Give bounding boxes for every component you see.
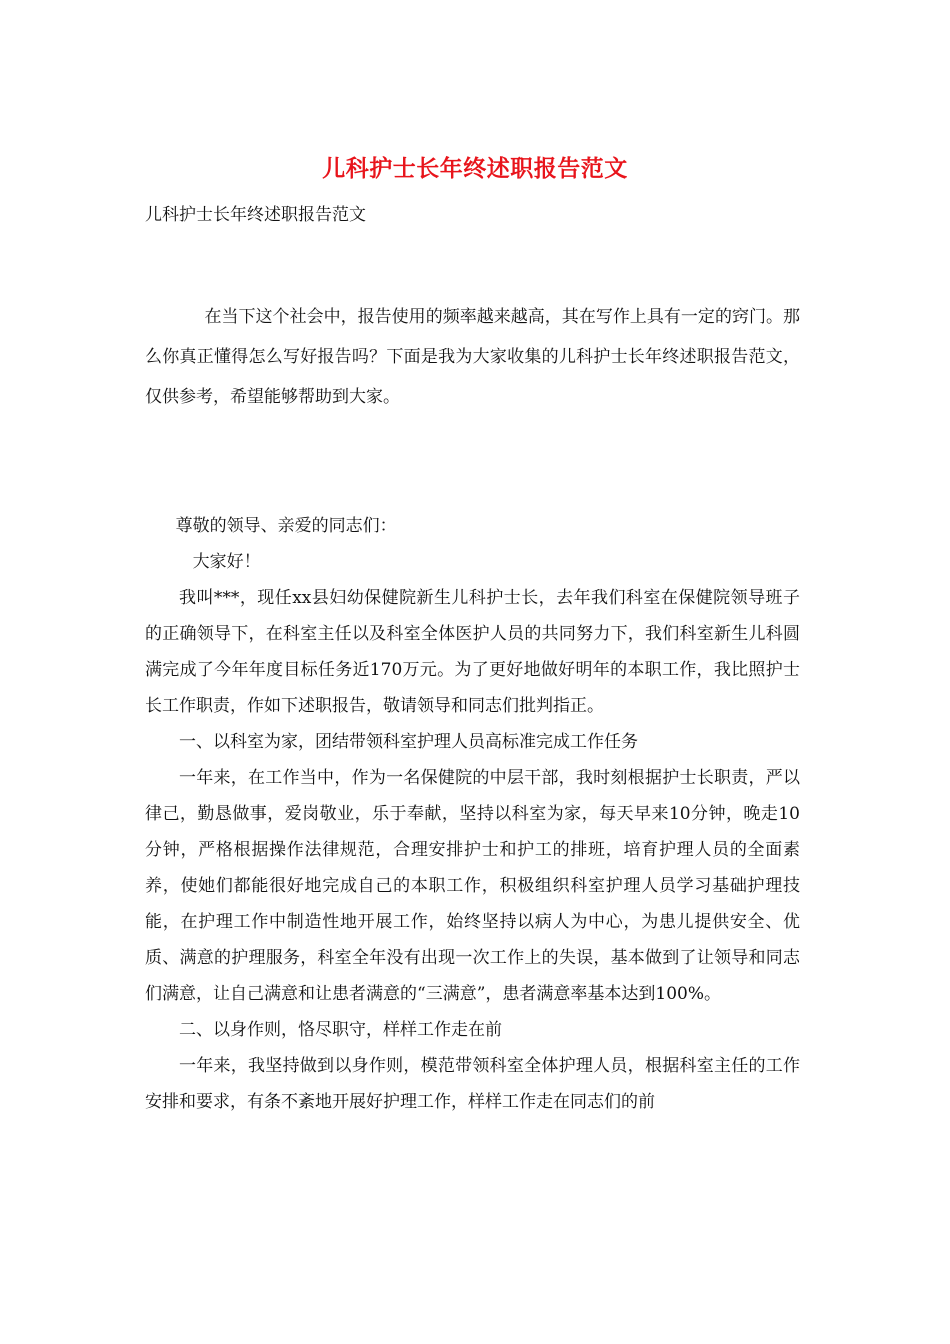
intro-section	[145, 297, 800, 417]
intro-paragraph: 在当下这个社会中，报告使用的频率越来越高，其在写作上具有一定的窍门。那么你真正懂得怎么写好报告吗？下面是我为大家收集的儿科护士长年终述职报告范文，仅供参考，希望能够帮助到大家。	[145, 307, 800, 407]
body-paragraph: 我叫***，现任xx县妇幼保健院新生儿科护士长，去年我们科室在保健院领导班子的正确领导下，在科室主任以及科室全体医护人员的共同努力下，我们科室新生儿科圆满完成了今年年度目标任务近170万元。为了更好地做好明年的本职工作，我比照护士长工作职责，作如下述职报告，敬请领导和同志们批判指正。	[145, 588, 800, 716]
salutation: 尊敬的领导、亲爱的同志们：	[175, 516, 397, 536]
letter-body	[145, 508, 800, 1120]
section-heading: 一、以科室为家，团结带领科室护理人员高标准完成工作任务	[179, 732, 638, 752]
document-title: 儿科护士长年终述职报告范文	[322, 155, 628, 182]
greeting: 大家好！	[192, 552, 261, 572]
body-paragraph: 一年来，我坚持做到以身作则，模范带领科室全体护理人员，根据科室主任的工作安排和要求，有条不紊地开展好护理工作，样样工作走在同志们的前	[145, 1056, 800, 1112]
document-subtitle: 儿科护士长年终述职报告范文	[145, 205, 366, 225]
body-paragraph: 一年来，在工作当中，作为一名保健院的中层干部，我时刻根据护士长职责，严以律己，勤恳做事，爱岗敬业，乐于奉献，坚持以科室为家，每天早来10分钟，晚走10分钟，严格根据操作法律规范，合理安排护士和护工的排班，培育护理人员的全面素养，使她们都能很好地完成自己的本职工作，积极组织科室护理人员学习基础护理技能，在护理工作中制造性地开展工作，始终坚持以病人为中心，为患儿提供安全、优质、满意的护理服务，科室全年没有出现一次工作上的失误，基本做到了让领导和同志们满意，让自己满意和让患者满意的“三满意”，患者满意率基本达到100%。	[145, 768, 800, 1004]
section-heading: 二、以身作则，恪尽职守，样样工作走在前	[179, 1020, 502, 1040]
